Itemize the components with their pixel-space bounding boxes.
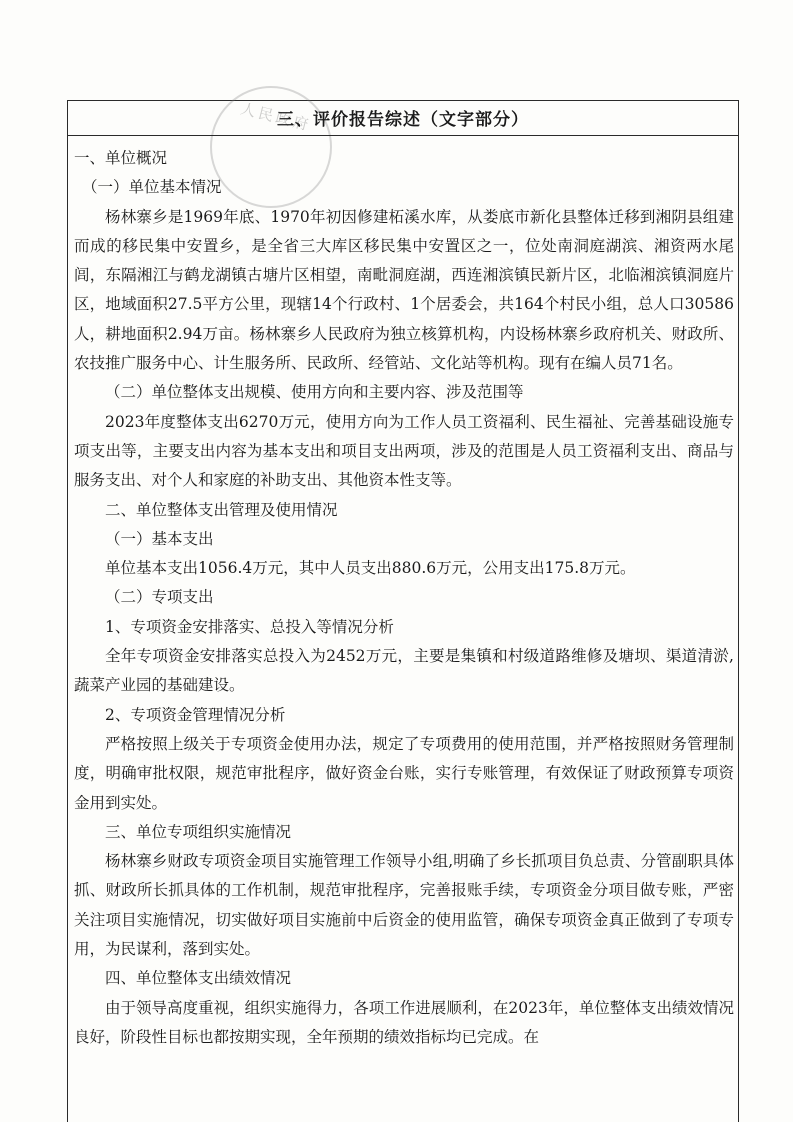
section-heading: 三、单位专项组织实施情况	[105, 822, 292, 841]
paragraph: 全年专项资金安排落实总投入为2452万元，主要是集镇和村级道路维修及塘坝、渠道清淤,蔬菜产业园的基础建设。	[74, 647, 734, 695]
subsection-heading: 1、专项资金安排落实、总投入等情况分析	[105, 617, 394, 636]
section-heading: 二、单位整体支出管理及使用情况	[105, 500, 338, 519]
official-seal-text: 人民政府	[238, 99, 314, 135]
section-heading: 四、单位整体支出绩效情况	[105, 969, 292, 988]
paragraph: 杨林寨乡是1969年底、1970年初因修建柘溪水库，从娄底市新化县整体迁移到湘阴县组建而成的移民集中安置乡，是全省三大库区移民集中安置区之一，位处南洞庭湖滨、湘资两水尾闾，东隔湘江与鹤龙湖镇古塘片区相望，南毗洞庭湖，西连湘滨镇民新片区，北临湘滨镇洞庭片区，地域面积27.5平方公里，现辖14个行政村、1个居委会，共164个村民小组，总人口30586人，耕地面积2.94万亩。杨林寨乡人民政府为独立核算机构，内设杨林寨乡政府机关、财政所、农技推广服务中心、计生服务所、民政所、经管站、文化站等机构。现有在编人员71名。	[74, 207, 734, 373]
paragraph: 杨林寨乡财政专项资金项目实施管理工作领导小组,明确了乡长抓项目负总责、分管副职具体抓、财政所长抓具体的工作机制，规范审批程序，完善报账手续，专项资金分项目做专账，严密关注项目实施情况，切实做好项目实施前中后资金的使用监管，确保专项资金真正做到了专项专用，为民谋利，落到实处。	[74, 852, 734, 959]
subsection-heading: （二）单位整体支出规模、使用方向和主要内容、涉及范围等	[105, 383, 524, 402]
paragraph: 严格按照上级关于专项资金使用办法，规定了专项费用的使用范围，并严格按照财务管理制度，明确审批权限，规范审批程序，做好资金台账，实行专账管理，有效保证了财政预算专项资金用到实处。	[74, 734, 734, 812]
title-row	[67, 100, 739, 136]
paragraph: 2023年度整体支出6270万元，使用方向为工作人员工资福利、民生福祉、完善基础设施专项支出等，主要支出内容为基本支出和项目支出两项，涉及的范围是人员工资福利支出、商品与服务支出、对个人和家庭的补助支出、其他资本性支等。	[74, 412, 734, 490]
subsection-heading: 2、专项资金管理情况分析	[105, 705, 286, 724]
subsection-heading: （二）专项支出	[105, 588, 214, 607]
report-body	[74, 144, 734, 1052]
subsection-heading: （一）基本支出	[105, 529, 214, 548]
section-heading: 一、单位概况	[74, 149, 168, 167]
paragraph: 单位基本支出1056.4万元，其中人员支出880.6万元，公用支出175.8万元。	[105, 559, 636, 578]
paragraph: 由于领导高度重视，组织实施得力，各项工作进展顺利，在2023年，单位整体支出绩效情况良好，阶段性目标也都按期实现，全年预期的绩效指标均已完成。在	[74, 998, 734, 1046]
page-title: 三、评价报告综述（文字部分）	[277, 110, 529, 130]
subsection-heading: （一）单位基本情况	[82, 178, 222, 197]
